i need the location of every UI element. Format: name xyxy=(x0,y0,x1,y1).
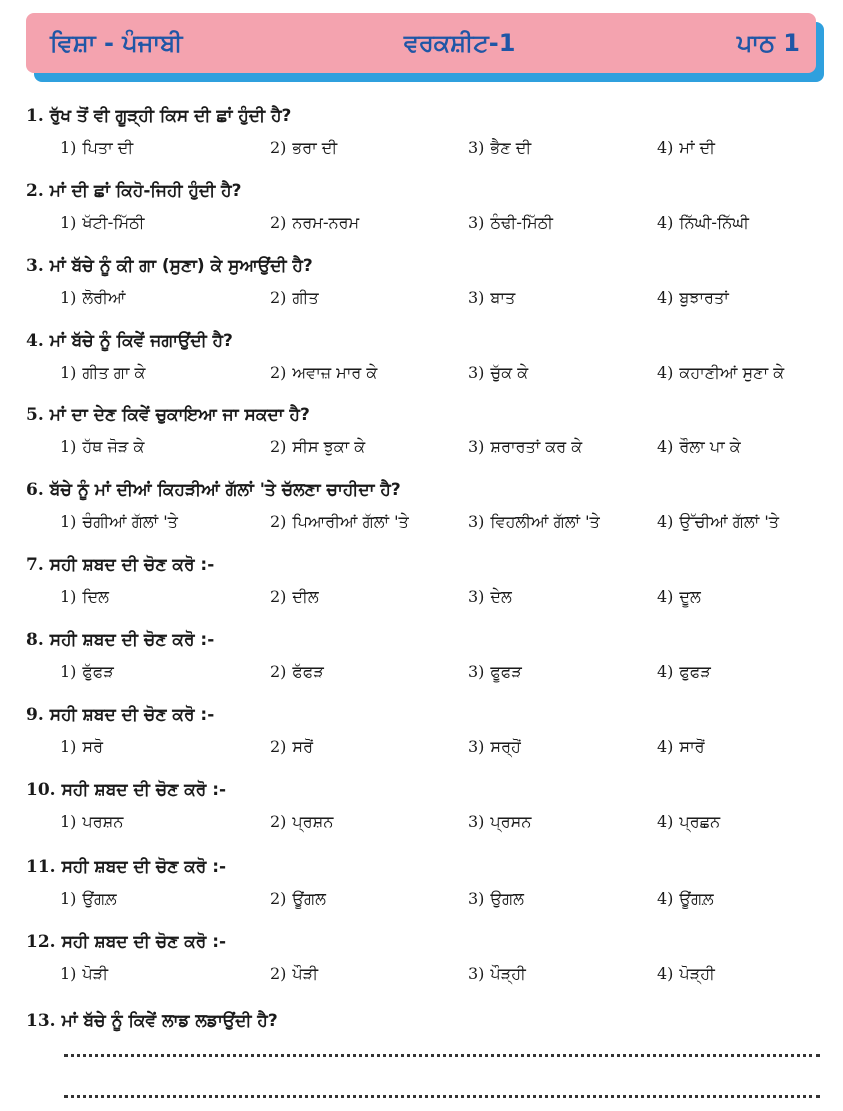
option-number: 4) xyxy=(657,964,674,983)
option-number: 1) xyxy=(60,138,77,157)
option-text: ਹੱਥ ਜੋੜ ਕੇ xyxy=(82,437,145,456)
question-line xyxy=(26,630,214,650)
lesson-title: ਪਾਠ 1 xyxy=(736,29,800,57)
option-number: 2) xyxy=(270,812,287,831)
option-text: ਫੁੱਫੜ xyxy=(82,662,114,681)
question-text: ਸਹੀ ਸ਼ਬਦ ਦੀ ਚੋਣ ਕਰੋ :- xyxy=(49,630,215,650)
question-number: 7. xyxy=(26,555,44,575)
option-text: ਸੀਸ ਝੁਕਾ ਕੇ xyxy=(292,437,366,456)
option-number: 1) xyxy=(60,512,77,531)
option-item xyxy=(270,437,365,457)
option-item xyxy=(657,437,741,457)
option-text: ਫੁਫੜ xyxy=(679,662,711,681)
question-text: ਸਹੀ ਸ਼ਬਦ ਦੀ ਚੋਣ ਕਰੋ :- xyxy=(49,705,215,725)
option-number: 3) xyxy=(468,288,485,307)
question-number: 10. xyxy=(26,780,56,800)
option-text: ਨਿੱਘੀ-ਨਿੱਘੀ xyxy=(679,213,749,232)
question-line xyxy=(26,256,313,276)
option-text: ਊਂਗਲ xyxy=(292,889,326,908)
option-item xyxy=(468,288,515,308)
option-text: ਸਾਰੋਂ xyxy=(679,737,705,756)
option-item xyxy=(468,662,522,682)
question-line xyxy=(26,780,226,800)
option-item xyxy=(468,737,521,757)
option-text: ਸਰੋਂ xyxy=(292,737,313,756)
option-item xyxy=(657,737,705,757)
option-item xyxy=(60,437,144,457)
option-text: ਫੂਫੜ xyxy=(490,662,522,681)
option-number: 3) xyxy=(468,138,485,157)
option-text: ਦਿਲ xyxy=(82,587,109,606)
option-item xyxy=(60,662,114,682)
option-text: ਚੁੱਕ ਕੇ xyxy=(490,363,529,382)
option-item xyxy=(60,587,109,607)
option-item xyxy=(657,587,701,607)
question-number: 4. xyxy=(26,331,44,351)
question-text: ਮਾਂ ਬੱਚੇ ਨੂੰ ਕਿਵੇਂ ਜਗਾਉਂਦੀ ਹੈ? xyxy=(49,331,233,351)
option-number: 1) xyxy=(60,437,77,456)
option-number: 4) xyxy=(657,662,674,681)
option-text: ਦੀਲ xyxy=(292,587,319,606)
option-item xyxy=(270,662,324,682)
option-number: 2) xyxy=(270,363,287,382)
option-number: 2) xyxy=(270,737,287,756)
option-number: 4) xyxy=(657,587,674,606)
option-number: 2) xyxy=(270,512,287,531)
option-item xyxy=(468,964,526,984)
option-text: ਉਂਗਲ਼ xyxy=(82,889,117,908)
option-item xyxy=(657,512,779,532)
option-text: ਵਿਹਲੀਆਂ ਗੱਲਾਂ 'ਤੇ xyxy=(490,512,600,531)
option-item xyxy=(270,363,377,383)
question-line xyxy=(26,181,241,201)
question-line xyxy=(26,1011,278,1031)
option-text: ਪੌੜੀ xyxy=(292,964,319,983)
option-item xyxy=(468,363,528,383)
option-text: ਪਰਸ਼ਨ xyxy=(82,812,124,831)
option-item xyxy=(468,437,582,457)
option-text: ਗੀਤ ਗਾ ਕੇ xyxy=(82,363,146,382)
option-text: ਅਵਾਜ਼ ਮਾਰ ਕੇ xyxy=(292,363,378,382)
option-number: 3) xyxy=(468,213,485,232)
option-text: ਸ਼ਰਾਰਤਾਂ ਕਰ ਕੇ xyxy=(490,437,583,456)
option-text: ਫੱਫੜ xyxy=(292,662,324,681)
option-number: 1) xyxy=(60,737,77,756)
option-number: 4) xyxy=(657,437,674,456)
option-number: 4) xyxy=(657,138,674,157)
option-text: ਠੰਢੀ-ਮਿੱਠੀ xyxy=(490,213,553,232)
option-item xyxy=(468,213,553,233)
option-text: ਭੈਣ ਦੀ xyxy=(490,138,532,157)
question-text: ਮਾਂ ਦੀ ਛਾਂ ਕਿਹੋ-ਜਿਹੀ ਹੁੰਦੀ ਹੈ? xyxy=(49,181,242,201)
option-item xyxy=(60,812,123,832)
option-text: ਸਰ੍ਹੋਂ xyxy=(490,737,521,756)
option-text: ਬਾਤ xyxy=(490,288,516,307)
option-number: 2) xyxy=(270,138,287,157)
option-item xyxy=(270,512,409,532)
option-item xyxy=(270,213,359,233)
worksheet-title: ਵਰਕਸ਼ੀਟ-1 xyxy=(403,29,516,57)
option-item xyxy=(657,288,729,308)
option-number: 2) xyxy=(270,964,287,983)
option-text: ਲੋਰੀਆਂ xyxy=(82,288,126,307)
question-text: ਸਹੀ ਸ਼ਬਦ ਦੀ ਚੋਣ ਕਰੋ :- xyxy=(61,780,227,800)
option-text: ਪਿਤਾ ਦੀ xyxy=(82,138,134,157)
option-item xyxy=(270,138,337,158)
question-line xyxy=(26,405,310,425)
question-line xyxy=(26,857,226,877)
option-item xyxy=(468,138,531,158)
option-item xyxy=(270,889,326,909)
question-number: 5. xyxy=(26,405,44,425)
option-text: ਪ੍ਰਸਨ xyxy=(490,812,532,831)
option-number: 2) xyxy=(270,288,287,307)
option-item xyxy=(468,512,600,532)
option-text: ਦੇਲ xyxy=(490,587,512,606)
question-line xyxy=(26,932,226,952)
question-line xyxy=(26,331,233,351)
option-number: 1) xyxy=(60,889,77,908)
option-text: ਮਾਂ ਦੀ xyxy=(679,138,715,157)
option-number: 1) xyxy=(60,363,77,382)
subject-title: ਵਿਸ਼ਾ - ਪੰਜਾਬੀ xyxy=(50,29,183,57)
option-item xyxy=(468,889,524,909)
option-number: 3) xyxy=(468,662,485,681)
option-item xyxy=(60,512,178,532)
question-number: 12. xyxy=(26,932,56,952)
question-text: ਸਹੀ ਸ਼ਬਦ ਦੀ ਚੋਣ ਕਰੋ :- xyxy=(49,555,215,575)
option-item xyxy=(60,213,144,233)
answer-line xyxy=(64,1095,820,1098)
option-item xyxy=(270,812,333,832)
option-text: ਰੌਲਾ ਪਾ ਕੇ xyxy=(679,437,741,456)
option-number: 3) xyxy=(468,812,485,831)
option-text: ਪੋੜ੍ਹੀ xyxy=(679,964,715,983)
option-number: 3) xyxy=(468,889,485,908)
option-item xyxy=(657,138,715,158)
option-text: ਉੱਚੀਆਂ ਗੱਲਾਂ 'ਤੇ xyxy=(679,512,779,531)
option-text: ਪੋੜੀ xyxy=(82,964,109,983)
question-number: 8. xyxy=(26,630,44,650)
question-number: 9. xyxy=(26,705,44,725)
option-text: ਬੁਝਾਰਤਾਂ xyxy=(679,288,729,307)
option-item xyxy=(657,662,711,682)
option-item xyxy=(657,812,720,832)
option-text: ਪ੍ਰਸ਼ਨ xyxy=(292,812,334,831)
option-number: 4) xyxy=(657,889,674,908)
option-item xyxy=(468,812,531,832)
question-number: 3. xyxy=(26,256,44,276)
option-item xyxy=(468,587,512,607)
option-item xyxy=(657,964,715,984)
option-text: ਚੰਗੀਆਂ ਗੱਲਾਂ 'ਤੇ xyxy=(82,512,178,531)
option-item xyxy=(657,889,714,909)
question-text: ਬੱਚੇ ਨੂੰ ਮਾਂ ਦੀਆਂ ਕਿਹੜੀਆਂ ਗੱਲਾਂ 'ਤੇ ਚੱਲਣਾ ਚਾਹੀਦਾ ਹੈ? xyxy=(49,480,401,500)
option-number: 4) xyxy=(657,363,674,382)
question-line xyxy=(26,705,214,725)
option-number: 3) xyxy=(468,587,485,606)
option-number: 2) xyxy=(270,662,287,681)
question-text: ਮਾਂ ਬੱਚੇ ਨੂੰ ਕਿਵੇਂ ਲਾਡ ਲਡਾਉਂਦੀ ਹੈ? xyxy=(61,1011,278,1031)
question-text: ਸਹੀ ਸ਼ਬਦ ਦੀ ਚੋਣ ਕਰੋ :- xyxy=(61,857,227,877)
option-item xyxy=(270,288,319,308)
option-item xyxy=(657,363,784,383)
option-number: 3) xyxy=(468,437,485,456)
option-item xyxy=(60,889,117,909)
option-number: 1) xyxy=(60,662,77,681)
question-text: ਮਾਂ ਬੱਚੇ ਨੂੰ ਕੀ ਗਾ (ਸੁਣਾ) ਕੇ ਸੁਆਉਂਦੀ ਹੈ? xyxy=(49,256,313,276)
option-number: 3) xyxy=(468,737,485,756)
option-number: 2) xyxy=(270,587,287,606)
question-number: 6. xyxy=(26,480,44,500)
option-number: 1) xyxy=(60,812,77,831)
option-text: ਗੀਤ xyxy=(292,288,319,307)
option-number: 4) xyxy=(657,512,674,531)
option-text: ਦੂਲ xyxy=(679,587,701,606)
answer-line xyxy=(64,1054,820,1057)
option-number: 1) xyxy=(60,213,77,232)
option-item xyxy=(60,737,103,757)
question-number: 2. xyxy=(26,181,44,201)
option-number: 2) xyxy=(270,437,287,456)
question-line xyxy=(26,106,291,126)
option-number: 4) xyxy=(657,213,674,232)
option-number: 1) xyxy=(60,288,77,307)
question-text: ਰੁੱਖ ਤੋਂ ਵੀ ਗੂੜ੍ਹੀ ਕਿਸ ਦੀ ਛਾਂ ਹੁੰਦੀ ਹੈ? xyxy=(49,106,292,126)
option-number: 1) xyxy=(60,587,77,606)
question-number: 13. xyxy=(26,1011,56,1031)
option-item xyxy=(60,363,145,383)
option-item xyxy=(270,964,318,984)
option-item xyxy=(60,138,133,158)
option-number: 3) xyxy=(468,363,485,382)
option-number: 3) xyxy=(468,512,485,531)
option-item xyxy=(270,737,313,757)
option-item xyxy=(270,587,319,607)
option-item xyxy=(60,964,108,984)
option-number: 4) xyxy=(657,288,674,307)
option-text: ਕਹਾਣੀਆਂ ਸੁਣਾ ਕੇ xyxy=(679,363,785,382)
option-text: ਖੱਟੀ-ਮਿੱਠੀ xyxy=(82,213,145,232)
question-line xyxy=(26,555,214,575)
option-text: ਸਰੋ xyxy=(82,737,103,756)
option-item xyxy=(60,288,125,308)
option-text: ਪੌੜ੍ਹੀ xyxy=(490,964,526,983)
option-text: ਊਂਗਲ਼ xyxy=(679,889,714,908)
question-number: 1. xyxy=(26,106,44,126)
option-number: 1) xyxy=(60,964,77,983)
question-text: ਸਹੀ ਸ਼ਬਦ ਦੀ ਚੋਣ ਕਰੋ :- xyxy=(61,932,227,952)
option-text: ਪ੍ਰਛਨ xyxy=(679,812,721,831)
option-text: ਪਿਆਰੀਆਂ ਗੱਲਾਂ 'ਤੇ xyxy=(292,512,409,531)
option-item xyxy=(657,213,749,233)
option-number: 3) xyxy=(468,964,485,983)
option-text: ਨਰਮ-ਨਰਮ xyxy=(292,213,360,232)
question-text: ਮਾਂ ਦਾ ਦੇਣ ਕਿਵੇਂ ਚੁਕਾਇਆ ਜਾ ਸਕਦਾ ਹੈ? xyxy=(49,405,310,425)
option-text: ਉਗਲ xyxy=(490,889,524,908)
option-text: ਭਰਾ ਦੀ xyxy=(292,138,338,157)
option-number: 4) xyxy=(657,737,674,756)
worksheet-header xyxy=(26,13,816,73)
option-number: 4) xyxy=(657,812,674,831)
question-number: 11. xyxy=(26,857,56,877)
question-line xyxy=(26,480,401,500)
option-number: 2) xyxy=(270,889,287,908)
option-number: 2) xyxy=(270,213,287,232)
